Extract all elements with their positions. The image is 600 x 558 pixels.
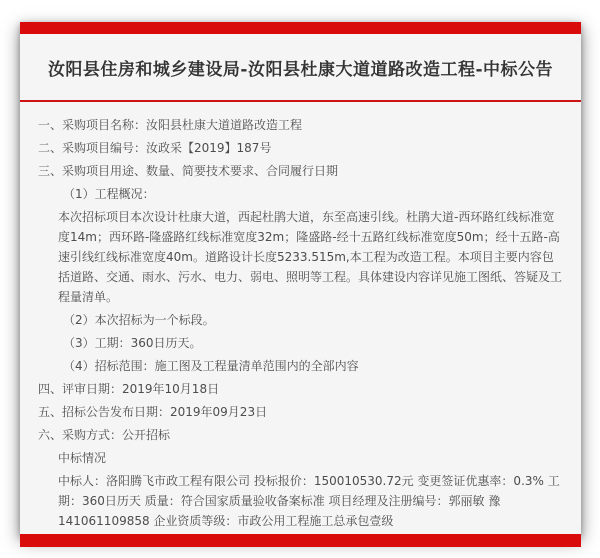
line-bid-scope: （4）招标范围：施工图及工程量清单范围内的全部内容 — [63, 359, 359, 373]
line-project-number: 二、采购项目编号：汝政采【2019】187号 — [38, 141, 272, 155]
line-bid-sections: （2）本次招标为一个标段。 — [63, 313, 215, 327]
announcement-card — [20, 22, 581, 535]
line-duration: （3）工期：360日历天。 — [63, 336, 202, 350]
page-title: 汝阳县住房和城乡建设局-汝阳县杜康大道道路改造工程-中标公告 — [47, 59, 554, 80]
line-overview-paragraph: 本次招标项目本次设计杜康大道，西起杜鹃大道，东至高速引线。杜鹃大道-西环路红线标准宽度14m；西环路-隆盛路红线标准宽度32m；隆盛路-经十五路红线标准宽度50m；经十五路-高速引线红线标准宽度40m。道路设计长度5233.515m,本工程为改造工程。本项目主要内容包括道路、交通、雨水、污水、电力、弱电、照明等工程。具体建设内容详见施工图纸、答疑及工程量清单。 — [58, 210, 563, 304]
line-award-status-heading: 中标情况 — [58, 451, 107, 465]
bottom-accent-bar — [20, 534, 581, 547]
line-project-name: 一、采购项目名称：汝阳县杜康大道道路改造工程 — [38, 118, 303, 132]
line-announce-date: 五、招标公告发布日期：2019年09月23日 — [38, 405, 268, 419]
content-body — [20, 102, 581, 534]
line-review-date: 四、评审日期：2019年10月18日 — [38, 382, 220, 396]
top-accent-bar — [20, 22, 581, 34]
line-procurement-method: 六、采购方式：公开招标 — [38, 428, 171, 442]
line-overview-heading: （1）工程概况： — [63, 187, 155, 201]
title-block — [20, 34, 581, 100]
line-award-details: 中标人：洛阳腾飞市政工程有限公司 投标报价：150010530.72元 变更签证优惠率：0.3% 工期：360日历天 质量：符合国家质量验收备案标准 项目经理及注册编号：郭丽敏 豫141061109858 企业资质等级：市政公用工程施工总承包壹级 — [58, 474, 560, 528]
line-project-usage: 三、采购项目用途、数量、简要技术要求、合同履行日期 — [38, 164, 339, 178]
